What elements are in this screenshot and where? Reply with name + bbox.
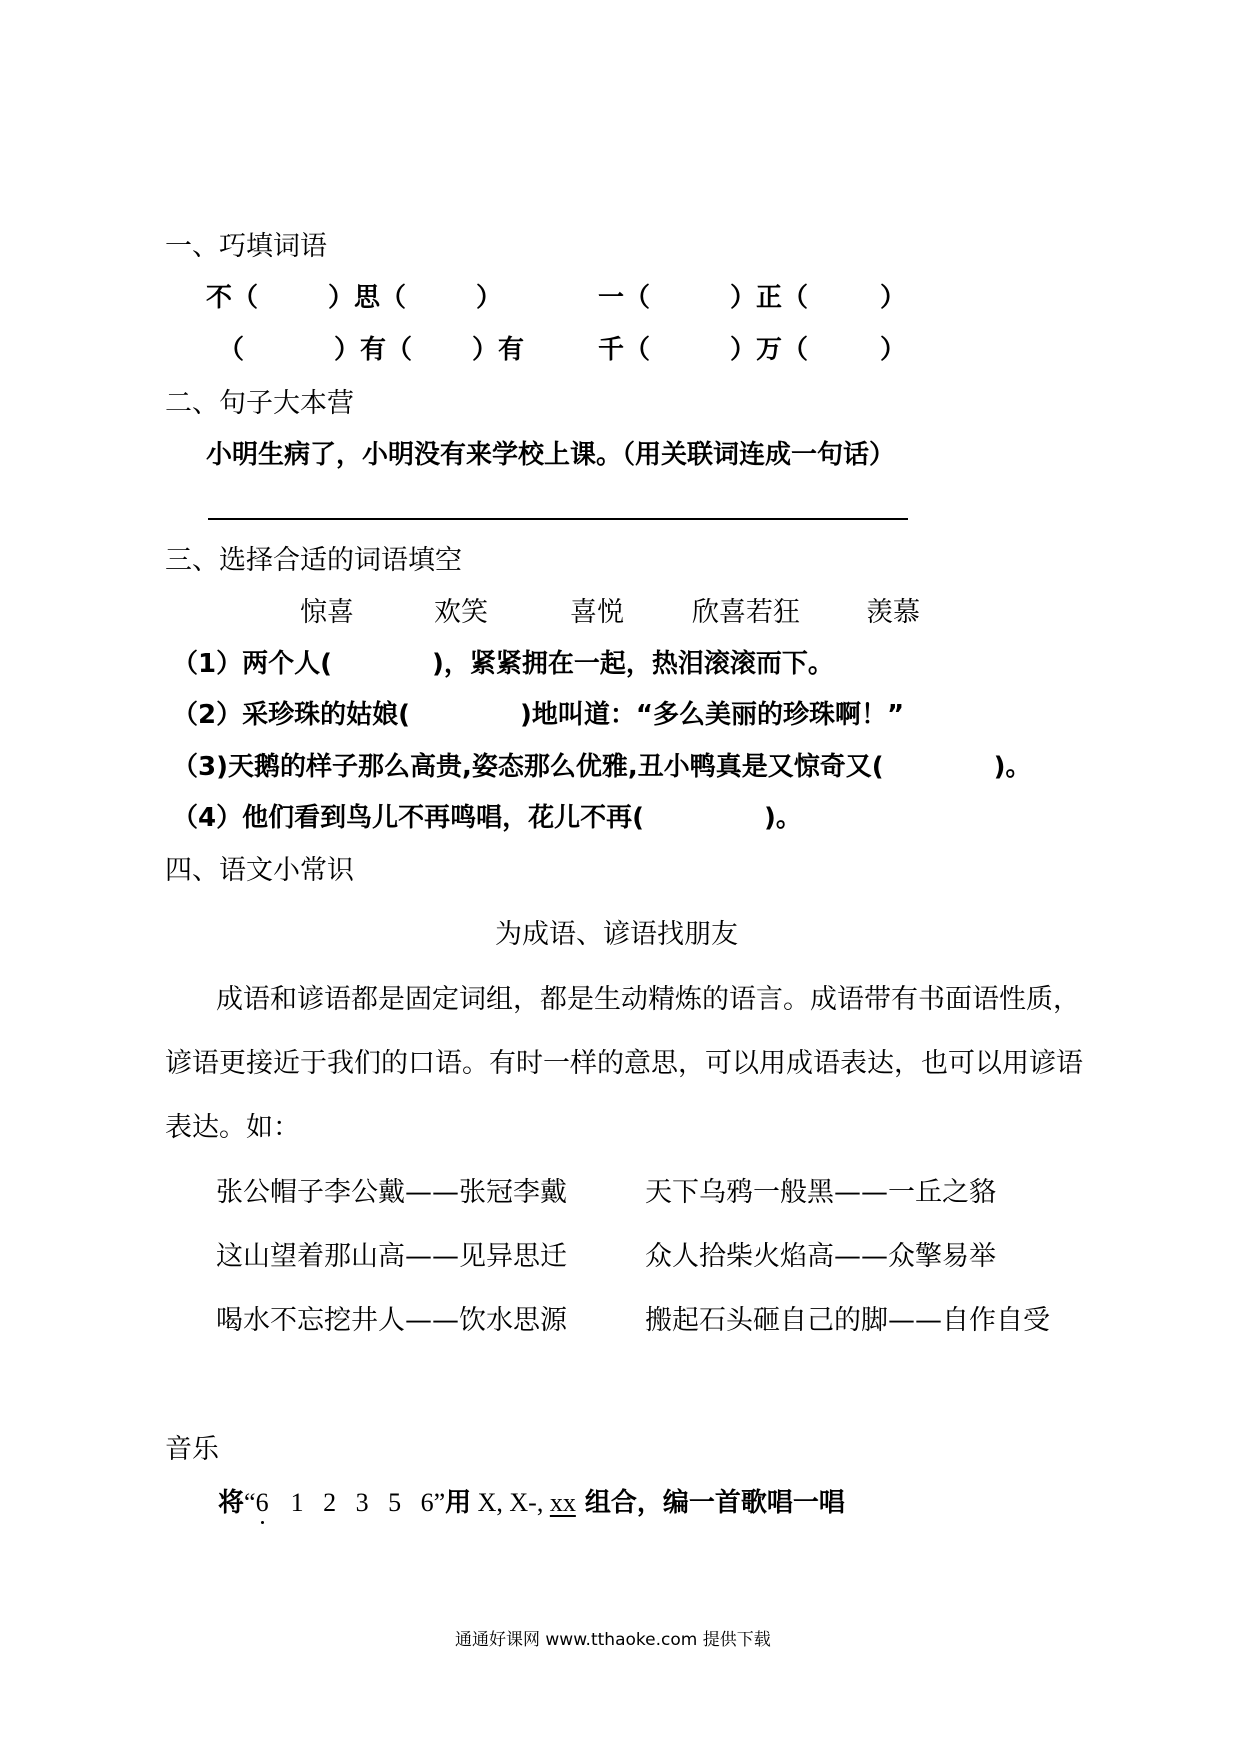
fill-text: （ bbox=[218, 335, 245, 365]
fill-row-1-part-b bbox=[598, 277, 906, 314]
word-option: 惊喜 bbox=[300, 597, 354, 628]
section2-heading: 二、句子大本营 bbox=[165, 388, 354, 419]
section3-heading: 三、选择合适的词语填空 bbox=[165, 545, 462, 576]
music-notes: 1 2 3 5 6 bbox=[290, 1488, 434, 1517]
low-note: 6 bbox=[255, 1488, 269, 1517]
question-item bbox=[172, 694, 904, 731]
fill-text: ）正（ bbox=[730, 283, 809, 313]
proverb-pair: 搬起石头砸自己的脚——自作自受 bbox=[645, 1305, 1050, 1336]
word-option: 喜悦 bbox=[570, 597, 624, 628]
music-text: 组合，编一首歌唱一唱 bbox=[575, 1488, 845, 1518]
question-text: （4）他们看到鸟儿不再鸣唱，花儿不再( bbox=[172, 803, 644, 833]
proverb-pair: 这山望着那山高——见异思迁 bbox=[216, 1241, 567, 1272]
paragraph-line: 谚语更接近于我们的口语。有时一样的意思，可以用成语表达，也可以用谚语 bbox=[165, 1048, 1083, 1079]
fill-row-2-part-b bbox=[598, 329, 906, 366]
question-text: （1）两个人( bbox=[172, 649, 332, 679]
question-item bbox=[172, 797, 802, 834]
rhythm-patterns: X, X-, bbox=[471, 1488, 550, 1517]
fill-text: ）万（ bbox=[730, 335, 809, 365]
proverb-pair: 喝水不忘挖井人——饮水思源 bbox=[216, 1305, 567, 1336]
section4-subtitle: 为成语、谚语找朋友 bbox=[495, 919, 738, 950]
fill-text: ）思（ bbox=[328, 283, 407, 313]
fill-text: ） bbox=[880, 283, 907, 313]
footer-credit: 通通好课网 www.tthaoke.com 提供下载 bbox=[455, 1630, 771, 1650]
fill-text: ）有（ bbox=[334, 335, 413, 365]
fill-text: 千（ bbox=[598, 335, 651, 365]
question-text: )。 bbox=[993, 752, 1032, 782]
word-option: 欣喜若狂 bbox=[692, 597, 800, 628]
fill-row-2-part-a bbox=[218, 329, 524, 366]
fill-text: ） bbox=[880, 335, 907, 365]
answer-line[interactable] bbox=[208, 518, 908, 520]
fill-text: ） bbox=[476, 283, 503, 313]
music-heading: 音乐 bbox=[165, 1434, 219, 1465]
section4-heading: 四、语文小常识 bbox=[165, 855, 354, 886]
proverb-pair: 张公帽子李公戴——张冠李戴 bbox=[216, 1177, 567, 1208]
question-text: （2）采珍珠的姑娘( bbox=[172, 700, 410, 730]
question-item bbox=[172, 746, 1032, 783]
paragraph-line: 表达。如： bbox=[165, 1112, 300, 1143]
question-text: )，紧紧拥在一起，热泪滚滚而下。 bbox=[431, 649, 834, 679]
music-instruction bbox=[218, 1482, 845, 1519]
fill-text: 不（ bbox=[206, 283, 259, 313]
music-quote: “ bbox=[244, 1488, 256, 1517]
section1-heading: 一、巧填词语 bbox=[165, 231, 327, 262]
fill-row-1-part-a bbox=[206, 277, 502, 314]
music-quote: ” bbox=[433, 1488, 446, 1517]
word-option: 欢笑 bbox=[434, 597, 488, 628]
fill-text: ）有 bbox=[472, 335, 525, 365]
proverb-pair: 天下乌鸦一般黑——一丘之貉 bbox=[645, 1177, 996, 1208]
paragraph-line: 成语和谚语都是固定词组，都是生动精炼的语言。成语带有书面语性质， bbox=[216, 984, 1080, 1015]
proverb-pair: 众人拾柴火焰高——众擎易举 bbox=[645, 1241, 996, 1272]
fill-text: 一（ bbox=[598, 283, 651, 313]
question-text: （3)天鹅的样子那么高贵,姿态那么优雅,丑小鸭真是又惊奇又( bbox=[172, 752, 884, 782]
word-option: 羡慕 bbox=[866, 597, 920, 628]
question-text: )地叫道：“多么美丽的珍珠啊！” bbox=[519, 700, 905, 730]
rhythm-xx: xx bbox=[549, 1488, 576, 1517]
question-item bbox=[172, 643, 834, 680]
music-text: 将 bbox=[218, 1488, 245, 1518]
music-text: 用 bbox=[445, 1488, 472, 1518]
sentence-prompt: 小明生病了，小明没有来学校上课。（用关联词连成一句话） bbox=[206, 440, 896, 470]
question-text: )。 bbox=[763, 803, 802, 833]
